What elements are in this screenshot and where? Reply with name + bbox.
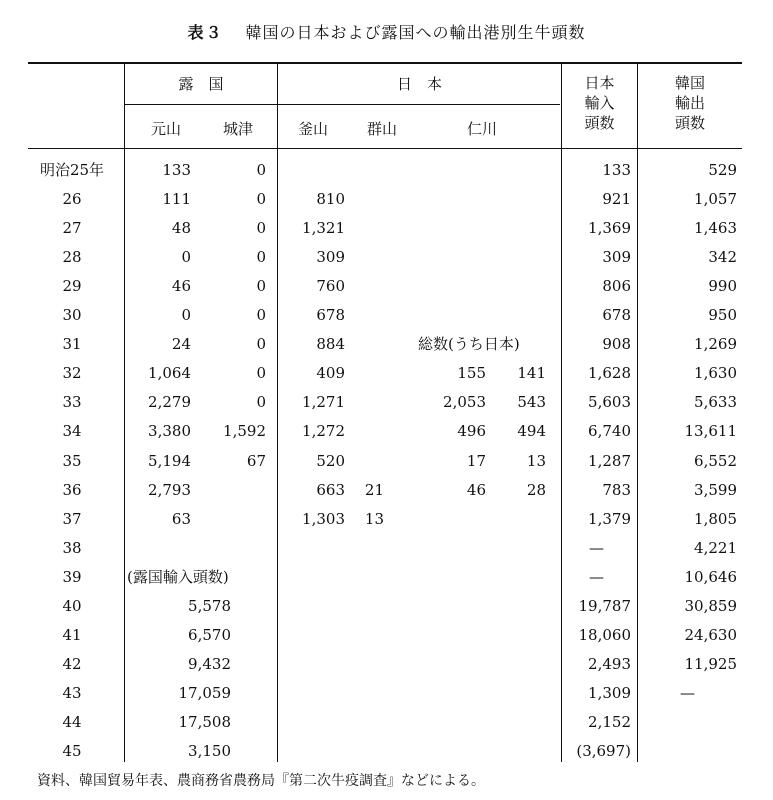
busan-cell: 1,321 [302,219,345,237]
jp-import-cell: 19,787 [578,597,631,615]
wonsan-cell: 1,064 [148,364,191,382]
wonsan-cell: 111 [162,190,191,208]
header-jp-import-line: 日本 [584,74,615,92]
kr-export-cell: 1,057 [694,190,737,208]
wonsan-cell: 24 [171,335,191,353]
year-cell: 30 [62,306,82,324]
gunsan-cell [346,359,384,388]
busan-cell: 884 [316,335,345,353]
vline-russia [277,62,278,762]
busan-cell: 309 [316,248,345,266]
russia-import-total: 3,150 [188,742,231,760]
gunsan-cell [346,214,384,243]
jp-import-cell: 1,628 [588,364,631,382]
russia-import-total: 9,432 [188,655,231,673]
gunsan-cell [346,534,384,563]
incheon-japan-cell: 494 [517,422,546,440]
jp-import-cell: 1,379 [588,510,631,528]
seongjin-cell [196,476,266,505]
incheon-japan-cell: 141 [517,364,546,382]
russia-import-note: (露国輸入頭数) [127,568,229,586]
busan-cell: 1,303 [302,510,345,528]
seongjin-cell [196,505,266,534]
incheon-japan-cell: 13 [526,452,546,470]
header-busan: 釜山 [297,120,328,138]
kr-export-cell: 30,859 [684,597,737,615]
busan-cell: 663 [316,481,345,499]
wonsan-cell: 48 [171,219,191,237]
jp-import-cell: 783 [602,481,631,499]
seongjin-cell: 0 [256,219,266,237]
busan-cell: 520 [316,452,345,470]
group-divider-rule [125,104,560,105]
busan-cell: 1,271 [302,393,345,411]
wonsan-cell [125,534,191,563]
year-cell: 42 [62,655,82,673]
top-rule [28,62,742,64]
kr-export-cell: — [680,684,695,702]
wonsan-cell: 63 [171,510,191,528]
gunsan-cell [346,156,384,185]
header-russia-group: 露 国 [178,75,224,93]
gunsan-cell [346,563,384,592]
seongjin-cell [196,534,266,563]
incheon-note: 総数(うち日本) [418,335,520,353]
incheon-total-cell: 496 [457,422,486,440]
year-cell: 37 [62,510,82,528]
jp-import-cell: 908 [602,335,631,353]
incheon-total-cell [420,534,486,563]
kr-export-cell: 13,611 [684,422,737,440]
year-cell: 38 [62,539,82,557]
jp-import-cell: 18,060 [578,626,631,644]
seongjin-cell: 0 [256,190,266,208]
seongjin-cell: 1,592 [223,422,266,440]
gunsan-cell [346,447,384,476]
incheon-total-cell [420,185,486,214]
incheon-total-cell: 2,053 [443,393,486,411]
wonsan-cell: 0 [181,306,191,324]
kr-export-cell: 10,646 [684,568,737,586]
wonsan-cell: 46 [171,277,191,295]
header-kr-export-line: 輸出 [674,94,705,112]
year-cell: 34 [62,422,82,440]
header-seongjin: 城津 [222,120,253,138]
incheon-total-cell [420,563,486,592]
jp-import-cell: 806 [602,277,631,295]
incheon-japan-cell [495,534,546,563]
gunsan-cell [346,272,384,301]
jp-import-cell: 309 [602,248,631,266]
busan-cell [285,156,345,185]
kr-export-cell: 1,269 [694,335,737,353]
seongjin-cell: 0 [256,364,266,382]
gunsan-cell [346,185,384,214]
kr-export-cell: 1,463 [694,219,737,237]
jp-import-cell: 1,287 [588,452,631,470]
busan-cell: 409 [316,364,345,382]
incheon-total-cell [420,272,486,301]
incheon-total-cell: 46 [466,481,486,499]
table-caption: 韓国の日本および露国への輸出港別生牛頭数 [245,23,586,42]
wonsan-cell: 2,279 [148,393,191,411]
seongjin-cell: 0 [256,306,266,324]
jp-import-cell: 678 [602,306,631,324]
seongjin-cell: 67 [246,452,266,470]
gunsan-cell: 13 [364,510,384,528]
header-bottom-rule [28,148,742,149]
gunsan-cell [346,330,384,359]
kr-export-cell: 990 [708,277,737,295]
wonsan-cell: 0 [181,248,191,266]
gunsan-cell [346,388,384,417]
year-cell: 43 [62,684,82,702]
year-cell: 39 [62,568,82,586]
incheon-total-cell [420,156,486,185]
jp-import-cell: 2,493 [588,655,631,673]
seongjin-cell: 0 [256,393,266,411]
kr-export-cell: 5,633 [694,393,737,411]
year-cell: 45 [62,742,82,760]
kr-export-cell: 950 [708,306,737,324]
seongjin-cell: 0 [256,161,266,179]
header-gunsan: 群山 [366,120,397,138]
busan-cell: 810 [316,190,345,208]
gunsan-cell [346,417,384,446]
incheon-total-cell [420,301,486,330]
year-cell: 28 [62,248,82,266]
wonsan-cell: 2,793 [148,481,191,499]
incheon-japan-cell [495,301,546,330]
kr-export-cell: 1,805 [694,510,737,528]
jp-import-cell: 133 [602,161,631,179]
incheon-japan-cell [495,272,546,301]
jp-import-cell: — [589,539,604,557]
incheon-japan-cell [495,156,546,185]
busan-cell: 760 [316,277,345,295]
header-kr-export-line: 韓国 [674,74,705,92]
kr-export-cell: 4,221 [694,539,737,557]
seongjin-cell: 0 [256,277,266,295]
russia-import-total: 5,578 [188,597,231,615]
gunsan-cell [346,243,384,272]
kr-export-cell: 1,630 [694,364,737,382]
jp-import-cell: — [589,568,604,586]
wonsan-cell: 133 [162,161,191,179]
year-cell: 31 [62,335,82,353]
year-cell: 29 [62,277,82,295]
year-cell: 44 [62,713,82,731]
year-cell: 32 [62,364,82,382]
incheon-japan-cell [495,185,546,214]
table-title [0,20,773,43]
incheon-japan-cell [495,214,546,243]
kr-export-cell: 11,925 [684,655,737,673]
gunsan-cell: 21 [364,481,384,499]
year-cell: 35 [62,452,82,470]
gunsan-cell [346,301,384,330]
busan-cell: 1,272 [302,422,345,440]
busan-cell [285,534,345,563]
year-cell: 明治25年 [39,161,105,179]
header-jp-import-line: 頭数 [584,114,615,132]
jp-import-cell: 921 [602,190,631,208]
incheon-total-cell: 17 [466,452,486,470]
year-cell: 36 [62,481,82,499]
year-cell: 33 [62,393,82,411]
source-note: 資料、韓国貿易年表、農商務省農務局『第二次牛疫調査』などによる。 [37,773,485,789]
incheon-japan-cell [495,243,546,272]
kr-export-cell: 24,630 [684,626,737,644]
incheon-japan-cell: 543 [517,393,546,411]
russia-import-total: 17,508 [178,713,231,731]
incheon-total-cell [420,243,486,272]
header-wonsan: 元山 [150,120,181,138]
jp-import-cell: 2,152 [588,713,631,731]
seongjin-cell: 0 [256,248,266,266]
table-number: 表３ [187,23,224,42]
jp-import-cell: 1,309 [588,684,631,702]
kr-export-cell [638,708,737,737]
kr-export-cell: 6,552 [694,452,737,470]
year-cell: 41 [62,626,82,644]
year-cell: 40 [62,597,82,615]
incheon-total-cell [420,214,486,243]
busan-cell: 678 [316,306,345,324]
incheon-total-cell [420,505,486,534]
header-kr-export-line: 頭数 [674,114,705,132]
incheon-total-cell: 155 [457,364,486,382]
wonsan-cell: 3,380 [148,422,191,440]
russia-import-total: 6,570 [188,626,231,644]
incheon-japan-cell [495,563,546,592]
year-cell: 27 [62,219,82,237]
jp-import-cell: (3,697) [576,742,631,760]
kr-export-cell: 342 [708,248,737,266]
russia-import-total: 17,059 [178,684,231,702]
incheon-japan-cell [495,505,546,534]
seongjin-cell: 0 [256,335,266,353]
header-jp-import-line: 輸入 [584,94,615,112]
kr-export-cell [638,737,737,766]
busan-cell [285,563,345,592]
jp-import-cell: 1,369 [588,219,631,237]
jp-import-cell: 5,603 [588,393,631,411]
incheon-japan-cell: 28 [526,481,546,499]
wonsan-cell: 5,194 [148,452,191,470]
jp-import-cell: 6,740 [588,422,631,440]
kr-export-cell: 3,599 [694,481,737,499]
header-incheon: 仁川 [466,120,497,138]
header-japan-group: 日 本 [396,75,442,93]
kr-export-cell: 529 [708,161,737,179]
year-cell: 26 [62,190,82,208]
